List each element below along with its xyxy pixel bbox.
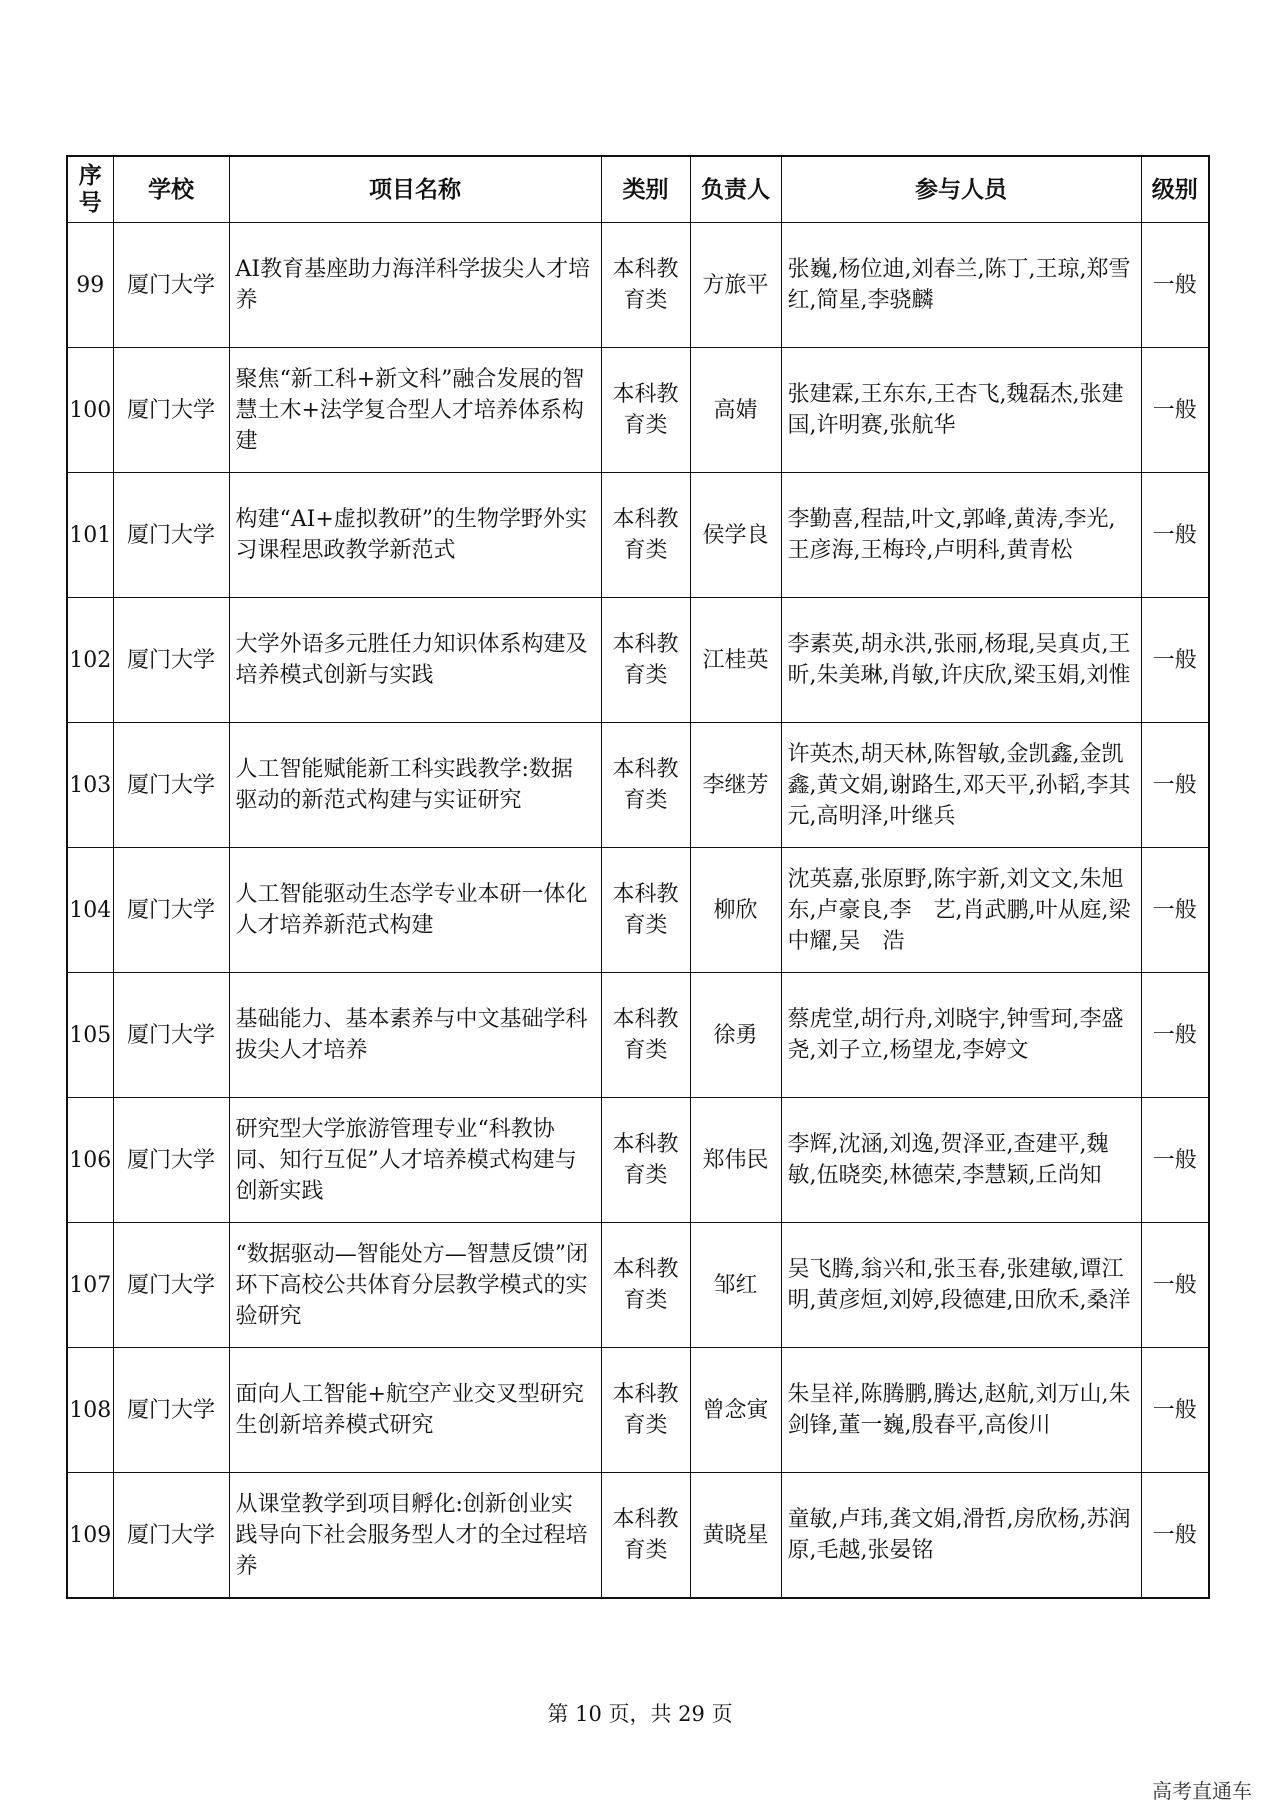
cell-school: 厦门大学 — [113, 973, 229, 1098]
cell-school: 厦门大学 — [113, 598, 229, 723]
watermark: 高考直通车 — [1152, 1779, 1252, 1803]
table-body — [67, 223, 1209, 1599]
cell-project-name: “数据驱动—智能处方—智慧反馈”闭环下高校公共体育分层教学模式的实验研究 — [229, 1223, 601, 1348]
cell-no: 108 — [67, 1348, 113, 1473]
table-row — [67, 1348, 1209, 1473]
cell-school: 厦门大学 — [113, 473, 229, 598]
cell-school: 厦门大学 — [113, 1348, 229, 1473]
header-leader: 负责人 — [690, 156, 781, 223]
cell-school: 厦门大学 — [113, 1098, 229, 1223]
cell-no: 107 — [67, 1223, 113, 1348]
cell-school: 厦门大学 — [113, 723, 229, 848]
header-school: 学校 — [113, 156, 229, 223]
cell-school: 厦门大学 — [113, 1223, 229, 1348]
cell-level: 一般 — [1141, 1223, 1209, 1348]
page-number: 第 10 页，共 29 页 — [547, 1702, 733, 1726]
cell-no: 105 — [67, 973, 113, 1098]
cell-no: 100 — [67, 348, 113, 473]
cell-members: 李素英,胡永洪,张丽,杨琨,吴真贞,王昕,朱美琳,肖敏,许庆欣,梁玉娟,刘惟 — [781, 598, 1141, 723]
table-row — [67, 723, 1209, 848]
cell-members: 张建霖,王东东,王杏飞,魏磊杰,张建国,许明赛,张航华 — [781, 348, 1141, 473]
cell-no: 104 — [67, 848, 113, 973]
cell-project-name: 研究型大学旅游管理专业“科教协同、知行互促”人才培养模式构建与创新实践 — [229, 1098, 601, 1223]
cell-leader: 邹红 — [690, 1223, 781, 1348]
header-members: 参与人员 — [781, 156, 1141, 223]
cell-leader: 江桂英 — [690, 598, 781, 723]
cell-leader: 徐勇 — [690, 973, 781, 1098]
cell-school: 厦门大学 — [113, 848, 229, 973]
table-row — [67, 973, 1209, 1098]
cell-members: 张巍,杨位迪,刘春兰,陈丁,王琼,郑雪红,简星,李骁麟 — [781, 223, 1141, 348]
cell-project-name: 构建“AI+虚拟教研”的生物学野外实习课程思政教学新范式 — [229, 473, 601, 598]
cell-project-name: AI教育基座助力海洋科学拔尖人才培养 — [229, 223, 601, 348]
project-table-wrapper — [66, 155, 1208, 1599]
cell-project-name: 大学外语多元胜任力知识体系构建及培养模式创新与实践 — [229, 598, 601, 723]
cell-category: 本科教育类 — [601, 223, 690, 348]
table-row — [67, 1473, 1209, 1599]
cell-level: 一般 — [1141, 1098, 1209, 1223]
cell-no: 102 — [67, 598, 113, 723]
table-header — [67, 156, 1209, 223]
header-no: 序号 — [67, 156, 113, 223]
cell-level: 一般 — [1141, 973, 1209, 1098]
cell-project-name: 聚焦“新工科+新文科”融合发展的智慧土木+法学复合型人才培养体系构建 — [229, 348, 601, 473]
cell-category: 本科教育类 — [601, 973, 690, 1098]
cell-members: 吴飞腾,翁兴和,张玉春,张建敏,谭江明,黄彦烜,刘婷,段德建,田欣禾,桑洋 — [781, 1223, 1141, 1348]
cell-level: 一般 — [1141, 1473, 1209, 1599]
cell-leader: 方旅平 — [690, 223, 781, 348]
cell-category: 本科教育类 — [601, 1223, 690, 1348]
cell-level: 一般 — [1141, 598, 1209, 723]
project-table — [66, 155, 1210, 1599]
cell-category: 本科教育类 — [601, 723, 690, 848]
table-row — [67, 223, 1209, 348]
cell-leader: 郑伟民 — [690, 1098, 781, 1223]
cell-school: 厦门大学 — [113, 348, 229, 473]
cell-members: 许英杰,胡天林,陈智敏,金凯鑫,金凯鑫,黄文娟,谢路生,邓天平,孙韬,李其元,高明泽,叶继兵 — [781, 723, 1141, 848]
cell-leader: 黄晓星 — [690, 1473, 781, 1599]
table-row — [67, 848, 1209, 973]
cell-project-name: 人工智能驱动生态学专业本研一体化人才培养新范式构建 — [229, 848, 601, 973]
cell-members: 朱呈祥,陈腾鹏,腾达,赵航,刘万山,朱剑锋,董一巍,殷春平,高俊川 — [781, 1348, 1141, 1473]
cell-no: 99 — [67, 223, 113, 348]
cell-no: 106 — [67, 1098, 113, 1223]
table-row — [67, 598, 1209, 723]
cell-category: 本科教育类 — [601, 1098, 690, 1223]
cell-leader: 柳欣 — [690, 848, 781, 973]
cell-category: 本科教育类 — [601, 598, 690, 723]
cell-category: 本科教育类 — [601, 1348, 690, 1473]
cell-project-name: 人工智能赋能新工科实践教学:数据驱动的新范式构建与实证研究 — [229, 723, 601, 848]
cell-members: 李勤喜,程喆,叶文,郭峰,黄涛,李光,王彦海,王梅玲,卢明科,黄青松 — [781, 473, 1141, 598]
cell-no: 101 — [67, 473, 113, 598]
cell-project-name: 从课堂教学到项目孵化:创新创业实践导向下社会服务型人才的全过程培养 — [229, 1473, 601, 1599]
cell-level: 一般 — [1141, 348, 1209, 473]
header-project-name: 项目名称 — [229, 156, 601, 223]
cell-members: 蔡虎堂,胡行舟,刘晓宇,钟雪珂,李盛尧,刘子立,杨望龙,李婷文 — [781, 973, 1141, 1098]
cell-project-name: 基础能力、基本素养与中文基础学科拔尖人才培养 — [229, 973, 601, 1098]
table-row — [67, 1223, 1209, 1348]
table-row — [67, 473, 1209, 598]
cell-level: 一般 — [1141, 473, 1209, 598]
cell-level: 一般 — [1141, 848, 1209, 973]
cell-no: 109 — [67, 1473, 113, 1599]
cell-leader: 李继芳 — [690, 723, 781, 848]
table-row — [67, 348, 1209, 473]
cell-level: 一般 — [1141, 723, 1209, 848]
cell-members: 童敏,卢玮,龚文娟,滑哲,房欣杨,苏润原,毛越,张晏铭 — [781, 1473, 1141, 1599]
cell-school: 厦门大学 — [113, 1473, 229, 1599]
header-row — [67, 156, 1209, 223]
cell-category: 本科教育类 — [601, 348, 690, 473]
cell-category: 本科教育类 — [601, 1473, 690, 1599]
cell-members: 沈英嘉,张原野,陈宇新,刘文文,朱旭东,卢豪良,李 艺,肖武鹏,叶从庭,梁中耀,吴 浩 — [781, 848, 1141, 973]
cell-leader: 曾念寅 — [690, 1348, 781, 1473]
cell-level: 一般 — [1141, 223, 1209, 348]
cell-project-name: 面向人工智能+航空产业交叉型研究生创新培养模式研究 — [229, 1348, 601, 1473]
cell-no: 103 — [67, 723, 113, 848]
cell-members: 李辉,沈涵,刘逸,贺泽亚,查建平,魏敏,伍晓奕,林德荣,李慧颖,丘尚知 — [781, 1098, 1141, 1223]
cell-category: 本科教育类 — [601, 848, 690, 973]
cell-level: 一般 — [1141, 1348, 1209, 1473]
header-category: 类别 — [601, 156, 690, 223]
cell-leader: 侯学良 — [690, 473, 781, 598]
cell-school: 厦门大学 — [113, 223, 229, 348]
table-row — [67, 1098, 1209, 1223]
header-level: 级别 — [1141, 156, 1209, 223]
cell-leader: 高婧 — [690, 348, 781, 473]
cell-category: 本科教育类 — [601, 473, 690, 598]
